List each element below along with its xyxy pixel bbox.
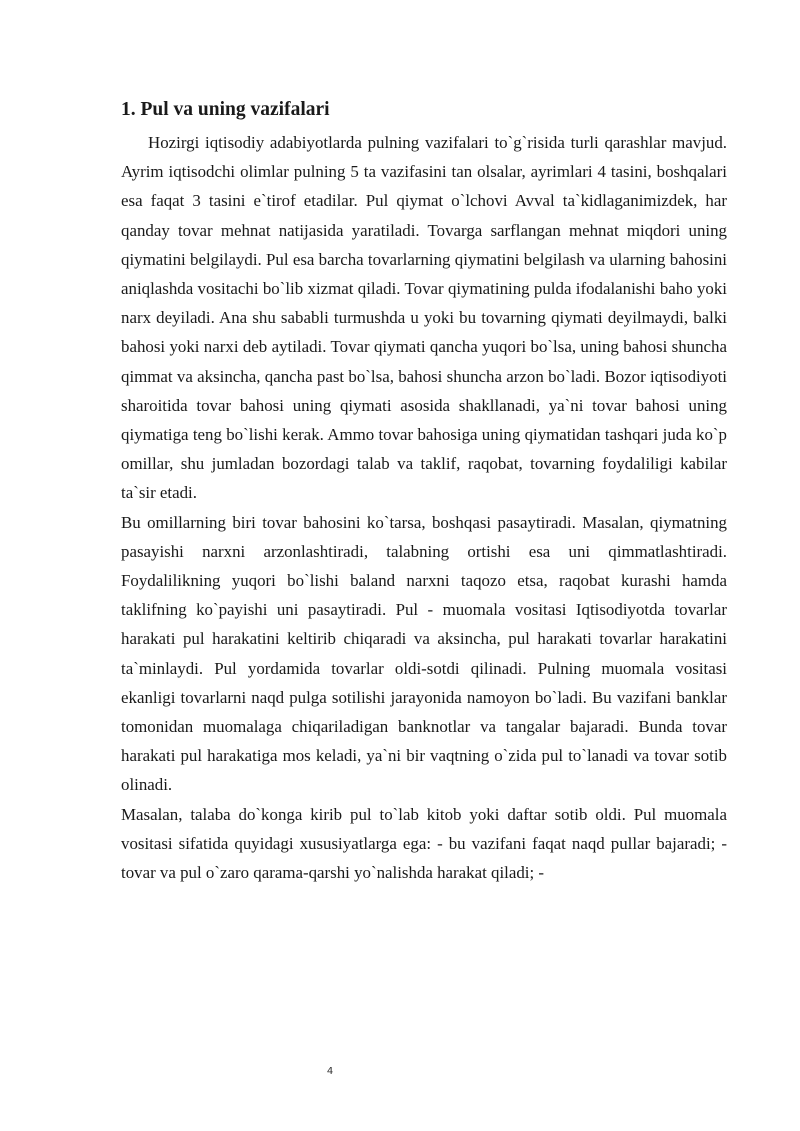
section-heading: 1. Pul va uning vazifalari <box>121 99 330 120</box>
page-number: 4 <box>326 1066 334 1077</box>
page-content <box>121 96 727 887</box>
paragraph-3: Masalan, talaba do`konga kirib pul to`lab kitob yoki daftar sotib oldi. Pul muomala vositasi sifatida quyidagi xususiyatlarga ega: - bu vazifani faqat naqd pullar bajaradi; - tovar va pul o`zaro qarama-qarshi yo`nalishda harakat qiladi; - <box>121 804 727 883</box>
paragraph-2: Bu omillarning biri tovar bahosini ko`tarsa, boshqasi pasaytiradi. Masalan, qiymatning pasayishi narxni arzonlashtiradi, talabning ortishi esa uni qimmatlashtiradi. Foydalilikning yuqori bo`lishi baland narxni taqozo etsa, raqobat kurashi hamda taklifning ko`payishi uni pasaytiradi. Pul - muomala vositasi Iqtisodiyotda tovarlar harakati pul harakatini keltirib chiqaradi va aksincha, pul harakati tovarlar harakatini ta`minlaydi. Pul yordamida tovarlar oldi-sotdi qilinadi. Pulning muomala vositasi ekanligi tovarlarni naqd pulga sotilishi jarayonida namoyon bo`ladi. Bu vazifani banklar tomonidan muomalaga chiqariladigan banknotlar va tangalar bajaradi. Bunda tovar harakati pul harakatiga mos keladi, ya`ni bir vaqtning o`zida pul to`lanadi va tovar sotib olinadi. <box>121 512 727 795</box>
paragraph-1: Hozirgi iqtisodiy adabiyotlarda pulning vazifalari to`g`risida turli qarashlar mavjud. Ayrim iqtisodchi olimlar pulning 5 ta vazifasini tan olsalar, ayrimlari 4 tasini, boshqalari esa faqat 3 tasini e`tirof etadilar. Pul qiymat o`lchovi Avval ta`kidlaganimizdek, har qanday tovar mehnat natijasida yaratiladi. Tovarga sarflangan mehnat miqdori uning qiymatini belgilaydi. Pul esa barcha tovarlarning qiymatini belgilash va ularning bahosini aniqlashda vositachi bo`lib xizmat qiladi. Tovar qiymatining pulda ifodalanishi baho yoki narx deyiladi. Ana shu sababli turmushda u yoki bu tovarning qiymati deyilmaydi, balki bahosi yoki narxi deb aytiladi. Tovar qiymati qancha yuqori bo`lsa, uning bahosi shuncha qimmat va aksincha, qancha past bo`lsa, bahosi shuncha arzon bo`ladi. Bozor iqtisodiyoti sharoitida tovar bahosi uning qiymati asosida shakllanadi, ya`ni tovar bahosi uning qiymatiga teng bo`lishi kerak. Ammo tovar bahosiga uning qiymatidan tashqari juda ko`p omillar, shu jumladan bozordagi talab va taklif, raqobat, tovarning foydaliligi kabilar ta`sir etadi. <box>121 133 727 503</box>
